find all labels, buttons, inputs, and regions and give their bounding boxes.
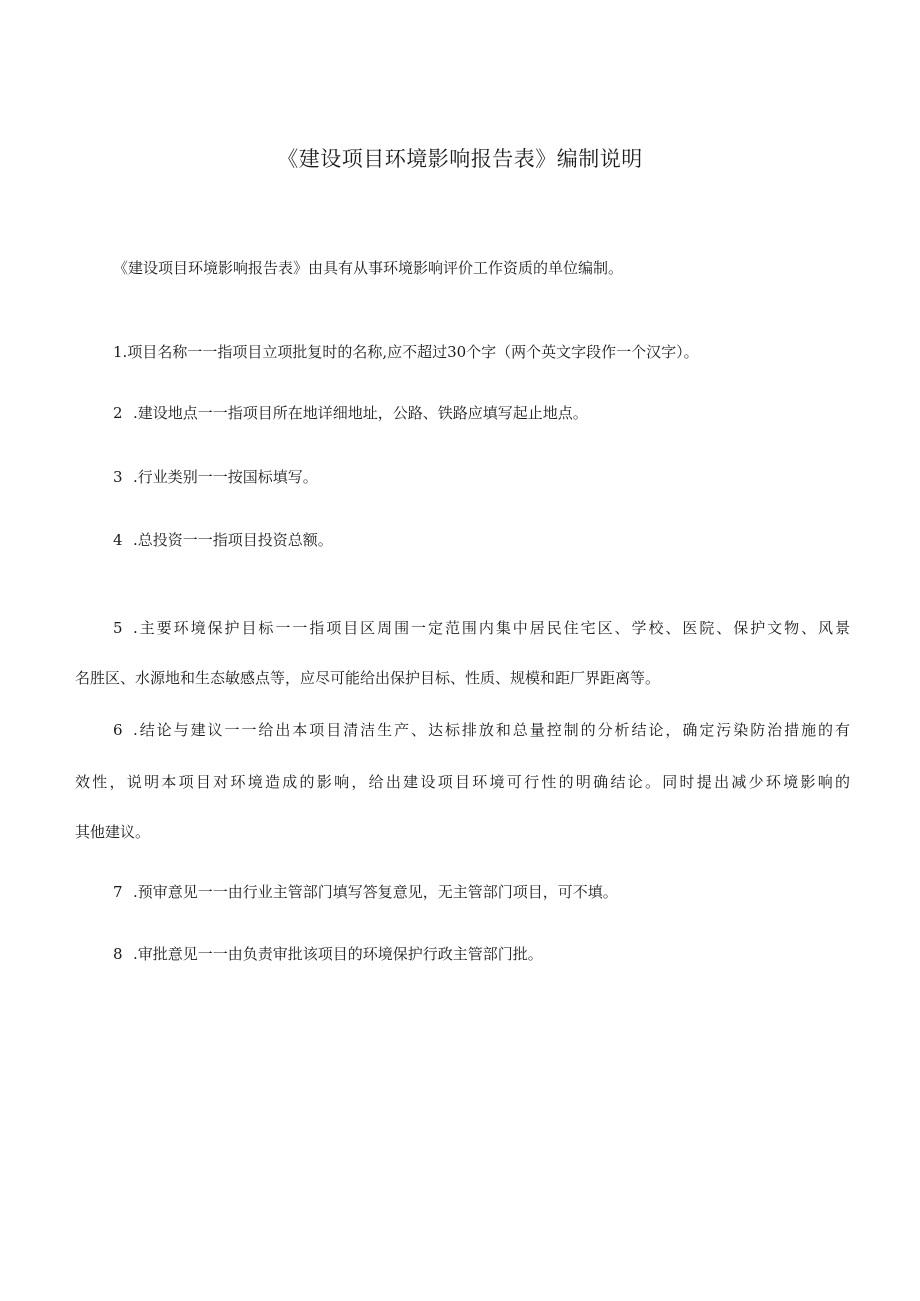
item-6-continuation: 效性，说明本项目对环境造成的影响，给出建设项目环境可行性的明确结论。同时提出减少环境影响的 <box>75 773 850 791</box>
item-4 <box>113 528 850 552</box>
item-text: 项目名称一一指项目立项批复时的名称,应不超过30个字（两个英文字段作一个汉字）。 <box>127 343 699 361</box>
item-3 <box>113 465 850 489</box>
item-number: 6 <box>113 721 123 739</box>
intro-paragraph: 《建设项目环境影响报告表》由具有从事环境影响评价工作资质的单位编制。 <box>113 259 624 277</box>
item-6-continuation: 其他建议。 <box>75 823 151 841</box>
item-number: 5 <box>113 619 123 637</box>
item-number: 8 <box>113 945 123 963</box>
item-2 <box>113 401 850 425</box>
item-text: .行业类别一一按国标填写。 <box>133 468 318 486</box>
item-text: .建设地点一一指项目所在地详细地址，公路、铁路应填写起止地点。 <box>133 404 588 422</box>
item-8 <box>113 942 850 966</box>
item-5-continuation: 名胜区、水源地和生态敏感点等，应尽可能给出保护目标、性质、规模和距厂界距离等。 <box>75 669 661 687</box>
item-1 <box>113 340 850 364</box>
item-number: 2 <box>113 404 123 422</box>
item-6 <box>113 718 850 742</box>
item-number: 4 <box>113 531 123 549</box>
item-7 <box>113 880 850 904</box>
item-text: .结论与建议一一给出本项目清洁生产、达标排放和总量控制的分析结论，确定污染防治措施的有 <box>133 721 850 739</box>
item-text: .主要环境保护目标一一指项目区周围一定范围内集中居民住宅区、学校、医院、保护文物、风景 <box>133 619 850 637</box>
item-5 <box>113 616 850 640</box>
item-number: 3 <box>113 468 123 486</box>
item-text: .总投资一一指项目投资总额。 <box>133 531 333 549</box>
document-title: 《建设项目环境影响报告表》编制说明 <box>277 147 643 171</box>
item-number: 7 <box>113 883 123 901</box>
item-text: .预审意见一一由行业主管部门填写答复意见，无主管部门项目，可不填。 <box>133 883 618 901</box>
item-number: 1. <box>113 343 128 361</box>
item-text: .审批意见一一由负责审批该项目的环境保护行政主管部门批。 <box>133 945 543 963</box>
